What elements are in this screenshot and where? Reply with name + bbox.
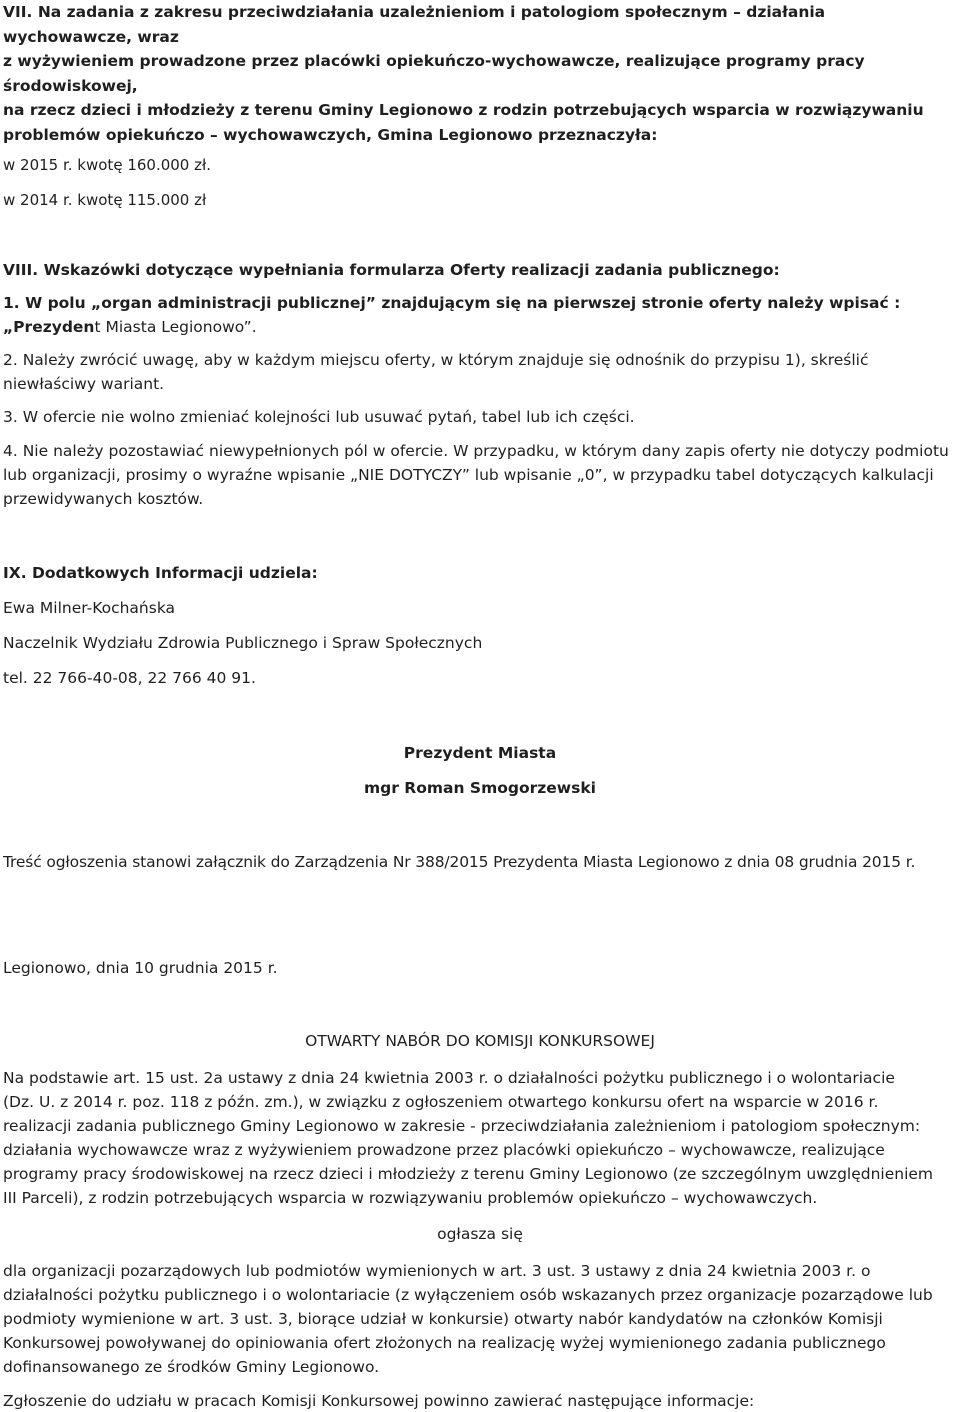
signature-title: Prezydent Miasta bbox=[403, 744, 557, 762]
paragraph-line: podmioty wymienione w art. 3 ust. 3, biorące udział w konkursie) otwarty nabór kandydatów na członków Komisji bbox=[3, 1310, 883, 1328]
contact-phone: tel. 22 766-40-08, 22 766 40 91. bbox=[3, 669, 256, 687]
paragraph-line: (Dz. U. z 2014 r. poz. 118 z późn. zm.), w związku z ogłoszeniem otwartego konkursu ofert na wsparcie w 2016 r. bbox=[3, 1093, 879, 1111]
paragraph-line: działalności pożytku publicznego i o wolontariacie (z wyłączeniem osób wskazanych przez organizacje pozarządowe lub bbox=[3, 1286, 933, 1304]
amount-2014: w 2014 r. kwotę 115.000 zł bbox=[3, 191, 207, 209]
signature-name: mgr Roman Smogorzewski bbox=[364, 779, 596, 797]
paragraph-line: dofinansowanego ze środków Gminy Legionowo. bbox=[3, 1358, 380, 1376]
paragraph-line: dla organizacji pozarządowych lub podmiotów wymienionych w art. 3 ust. 3 ustawy z dnia 24 kwietnia 2003 r. o bbox=[3, 1262, 871, 1280]
paragraph-line: programy pracy środowiskowej na rzecz dzieci i młodzieży z terenu Gminy Legionowo (ze szczególnym uwzględnieniem bbox=[3, 1165, 934, 1183]
instruction-item-1 bbox=[3, 291, 957, 339]
instruction-item-2: 2. Należy zwrócić uwagę, aby w każdym miejscu oferty, w którym znajduje się odnośnik do przypisu 1), skreślić niewłaściwy wariant. bbox=[3, 351, 869, 393]
heading-line: na rzecz dzieci i młodzieży z terenu Gminy Legionowo z rodzin potrzebujących wsparcia w rozwiązywaniu bbox=[3, 101, 924, 119]
announces-label: ogłasza się bbox=[437, 1225, 523, 1243]
amount-2015: w 2015 r. kwotę 160.000 zł. bbox=[3, 156, 212, 174]
contact-role: Naczelnik Wydziału Zdrowia Publicznego i Spraw Społecznych bbox=[3, 634, 483, 652]
paragraph-line: Konkursowej powoływanej do opiniowania ofert złożonych na realizację wyżej wymienionego zadania publicznego bbox=[3, 1334, 886, 1352]
instruction-item-1-rest: t Miasta Legionowo”. bbox=[94, 318, 257, 336]
paragraph-line: działania wychowawcze wraz z wyżywieniem prowadzone przez placówki opiekuńczo – wychowawcze, realizujące bbox=[3, 1141, 885, 1159]
heading-line: problemów opiekuńczo – wychowawczych, Gmina Legionowo przeznaczyła: bbox=[3, 125, 658, 144]
attachment-note: Treść ogłoszenia stanowi załącznik do Zarządzenia Nr 388/2015 Prezydenta Miasta Legionowo z dnia 08 grudnia 2015 r. bbox=[3, 853, 916, 871]
open-call-title: OTWARTY NABÓR DO KOMISJI KONKURSOWEJ bbox=[305, 1032, 655, 1050]
heading-line: z wyżywieniem prowadzone przez placówki opiekuńczo-wychowawcze, realizujące programy pracy środowiskowej, bbox=[3, 52, 865, 95]
section-viii-heading: VIII. Wskazówki dotyczące wypełniania formularza Oferty realizacji zadania publicznego: bbox=[3, 261, 780, 279]
document-page bbox=[3, 0, 957, 1412]
place-date: Legionowo, dnia 10 grudnia 2015 r. bbox=[3, 959, 278, 977]
section-vii-heading bbox=[3, 0, 957, 147]
instruction-item-4: 4. Nie należy pozostawiać niewypełnionych pól w ofercie. W przypadku, w którym dany zapis oferty nie dotyczy podmiotu lub organizacji, prosimy o wyraźne wpisanie „NIE DOTYCZY” lub wpisanie „0”, w przypadku tabel dotyczących kalkulacji przewidywanych kosztów. bbox=[3, 442, 949, 508]
section-ix-title: Dodatkowych Informacji udziela: bbox=[26, 564, 318, 582]
paragraph-line: III Parceli), z rodzin potrzebujących wsparcia w rozwiązywaniu problemów opiekuńczo – wychowawczych. bbox=[3, 1189, 818, 1207]
paragraph-line: realizacji zadania publicznego Gminy Legionowo w zakresie - przeciwdziałania zależnieniom i patologiom społecznym: bbox=[3, 1117, 921, 1135]
application-requirements-intro: Zgłoszenie do udziału w pracach Komisji Konkursowej powinno zawierać następujące informacje: bbox=[3, 1392, 755, 1410]
paragraph-line: Na podstawie art. 15 ust. 2a ustawy z dnia 24 kwietnia 2003 r. o działalności pożytku publicznego i o wolontariacie bbox=[3, 1069, 895, 1087]
legal-basis-paragraph bbox=[3, 1066, 957, 1210]
section-ix-number: IX. bbox=[3, 564, 27, 582]
section-ix-heading bbox=[3, 562, 957, 584]
heading-line: VII. Na zadania z zakresu przeciwdziałania uzależnieniom i patologiom społecznym – działania wychowawcze, wraz bbox=[3, 3, 826, 46]
instruction-item-3: 3. W ofercie nie wolno zmieniać kolejności lub usuwać pytań, tabel lub ich części. bbox=[3, 408, 635, 426]
recruitment-paragraph bbox=[3, 1259, 957, 1379]
contact-name: Ewa Milner-Kochańska bbox=[3, 599, 176, 617]
instruction-item-1-bold: 1. W polu „organ administracji publicznej” znajdującym się na pierwszej stronie oferty należy wpisać : „Prezyden bbox=[3, 294, 901, 336]
